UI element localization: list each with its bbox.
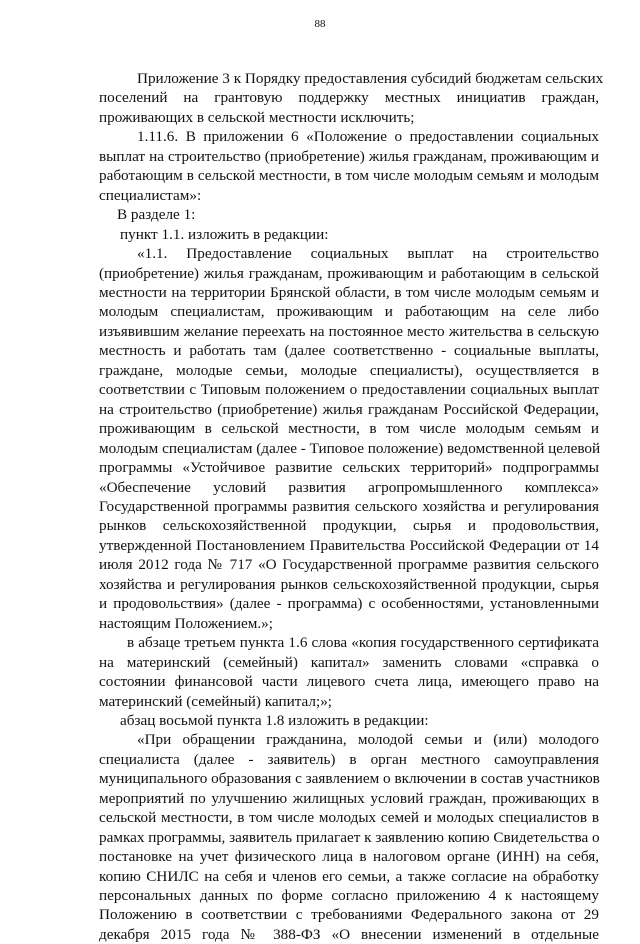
text-line: Положению в соответствии с требованиями Федерального закона от 29 — [99, 906, 599, 924]
text-line: июля 2012 года № 717 «О Государственной программе развития сельского — [99, 556, 599, 574]
text-line: поселений на грантовую поддержку местных инициатив граждан, — [99, 89, 599, 107]
text-line: (приобретение) жилья гражданам, проживающим и работающим в сельской — [99, 264, 599, 282]
text-line: специалистам»: — [99, 186, 202, 204]
text-line: «Обеспечение условий развития агропромышленного комплекса» — [99, 478, 599, 496]
text-line: молодым специалистам, проживающим и работающим на селе либо — [99, 303, 599, 321]
text-line: муниципального образования с заявлением о включении в состав участников — [99, 770, 600, 788]
text-line: проживающих в сельской местности исключить; — [99, 108, 415, 126]
text-line: местность и работать там (далее соответственно - социальные выплаты, — [99, 342, 599, 360]
text-line: в абзаце третьем пункта 1.6 слова «копия государственного сертификата — [127, 634, 599, 652]
text-line: специалиста (далее - заявитель) в орган местного самоуправления — [99, 750, 599, 768]
text-line: Государственной программы развития сельского хозяйства и регулирования — [99, 497, 599, 515]
text-line: программы «Устойчивое развитие сельских территорий» подпрограммы — [99, 459, 599, 477]
text-line: сельской местности, в том числе молодых семей и молодых специалистов в — [99, 809, 599, 827]
text-line: В разделе 1: — [117, 206, 196, 224]
text-line: персональных данных по форме согласно приложению 4 к настоящему — [99, 887, 599, 905]
text-line: настоящим Положением.»; — [99, 614, 273, 632]
text-line: состоянии финансовой части лицевого счета лица, имеющего право на — [99, 673, 599, 691]
text-line: утвержденной Постановлением Правительства Российской Федерации от 14 — [99, 536, 599, 554]
text-line: пункт 1.1. изложить в редакции: — [120, 225, 329, 243]
text-line: мероприятий по улучшению жилищных условий граждан, проживающих в — [99, 789, 599, 807]
text-line: местности на территории Брянской области, в том числе молодым семьям и — [99, 283, 599, 301]
text-line: «При обращении гражданина, молодой семьи и (или) молодого — [137, 731, 599, 749]
text-line: постановке на учет физического лица в налоговом органе (ИНН) на себя, — [99, 848, 599, 866]
text-line: декабря 2015 года № 388-ФЗ «О внесении изменений в отдельные — [99, 925, 599, 943]
text-line: проживающим в сельской местности, в том числе молодым семьям и — [99, 420, 599, 438]
text-line: изъявившим желание переехать на постоянное место жительства в сельскую — [99, 322, 599, 340]
text-line: абзац восьмой пункта 1.8 изложить в редакции: — [120, 711, 429, 729]
text-line: рамках программы, заявитель прилагает к заявлению копию Свидетельства о — [99, 828, 600, 846]
text-line: 1.11.6. В приложении 6 «Положение о предоставлении социальных — [137, 128, 599, 146]
text-line: копию СНИЛС на себя и членов его семьи, а также согласие на обработку — [99, 867, 599, 885]
text-line: хозяйства и регулирования рынков сельскохозяйственной продукции, сырья — [99, 575, 599, 593]
text-line: «1.1. Предоставление социальных выплат на строительство — [137, 245, 599, 263]
text-line: работающим в сельской местности, в том числе молодым семьям и молодым — [99, 167, 599, 185]
text-line: граждане, молодые семьи, молодые специалисты), осуществляется в — [99, 361, 599, 379]
page-number: 88 — [314, 18, 326, 30]
text-line: на материнский (семейный) капитал» заменить словами «справка о — [99, 653, 599, 671]
text-line: выплат на строительство (приобретение) жилья гражданам, проживающим и — [99, 147, 599, 165]
text-line: Приложение 3 к Порядку предоставления субсидий бюджетам сельских — [137, 70, 604, 87]
document-body — [99, 69, 604, 944]
text-line: материнский (семейный) капитал;»; — [99, 692, 333, 710]
text-line: и продовольствия» (далее - программа) с особенностями, установленными — [99, 595, 599, 613]
text-line: на строительство (приобретение) жилья гражданам Российской Федерации, — [99, 400, 599, 418]
text-line: соответствии с Типовым положением о предоставлении социальных выплат — [99, 381, 599, 399]
text-line: молодым специалистам (далее - Типовое положение) ведомственной целевой — [99, 439, 601, 457]
text-line: рынков сельскохозяйственной продукции, сырья и продовольствия, — [99, 517, 599, 535]
